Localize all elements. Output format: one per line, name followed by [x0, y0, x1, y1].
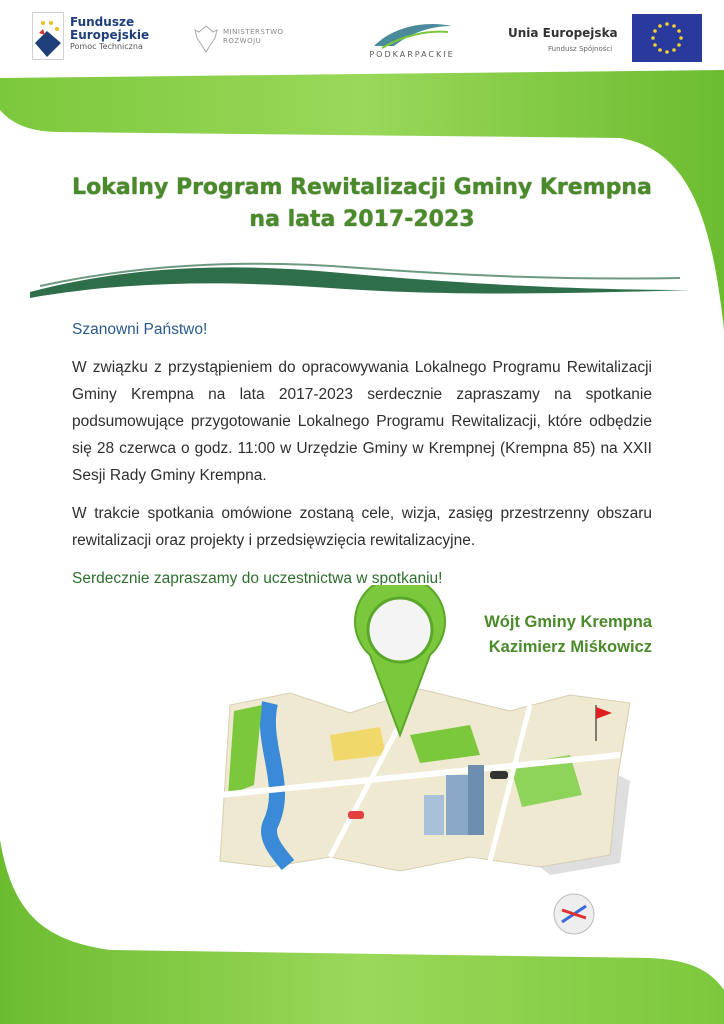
- eagle-emblem-icon: [193, 24, 219, 54]
- closing-line: Serdecznie zapraszamy do uczestnictwa w spotkaniu!: [72, 570, 443, 587]
- logo-bar: [0, 0, 724, 70]
- greeting: Szanowni Państwo!: [72, 321, 208, 338]
- document-title: [0, 172, 724, 236]
- paragraph-1: W związku z przystąpieniem do opracowywania Lokalnego Programu Rewitalizacji Gminy Krempna na lata 2017-2023 serdecznie zapraszamy na spotkanie podsumowujące przygotowanie Lokalnego Programu Rewitalizacji, które odbędzie się 28 czerwca o godz. 11:00 w Urzędzie Gminy w Krempnej (Krempna 85) na XXII Sesji Rady Gminy Krempna.: [72, 359, 652, 484]
- title-line2: na lata 2017-2023: [249, 207, 475, 232]
- ue-title: Unia Europejska: [508, 26, 618, 40]
- signature-name: Kazimierz Miśkowicz: [488, 638, 652, 656]
- fundusze-europejskie-logo: [32, 12, 162, 62]
- fe-line1: Fundusze: [70, 15, 135, 29]
- fe-sub: Pomoc Techniczna: [70, 42, 143, 51]
- podkarpackie-text: PODKARPACKIE: [369, 50, 455, 59]
- ministerstwo-text: MINISTERSTWO ROZWOJU: [223, 28, 284, 45]
- podkarpackie-mountains-icon: [352, 16, 472, 50]
- title-line1: Lokalny Program Rewitalizacji Gminy Krempna: [72, 175, 652, 200]
- eu-flag-icon: [632, 14, 702, 62]
- unia-europejska-logo: [508, 12, 708, 66]
- signature-title: Wójt Gminy Krempna: [484, 613, 652, 631]
- ministerstwo-logo: [193, 24, 313, 60]
- fe-line2: Europejskie: [70, 28, 150, 42]
- paragraph-2: W trakcie spotkania omówione zostaną cele, wizja, zasięg przestrzenny obszaru rewitalizacji oraz projekty i przedsięwzięcia rewitalizacyjne.: [72, 505, 652, 549]
- map-illustration: [210, 585, 650, 885]
- ue-sub: Fundusz Spójności: [548, 45, 613, 53]
- podkarpackie-logo: [352, 16, 472, 62]
- compass-icon: [552, 892, 596, 936]
- letter-body: [72, 316, 652, 603]
